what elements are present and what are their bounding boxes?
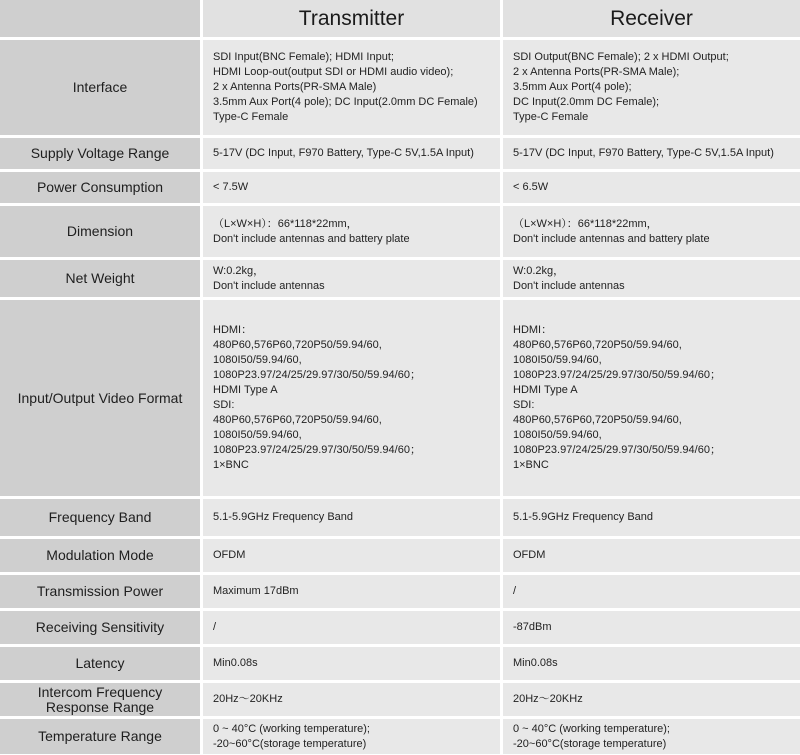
header-corner bbox=[0, 0, 203, 40]
receiver-dimension: （L×W×H）：66*118*22mm， Don't include antennas and battery plate bbox=[503, 206, 800, 260]
header-transmitter: Transmitter bbox=[203, 0, 503, 40]
row-label-intercom-frequency: Intercom Frequency Response Range bbox=[0, 683, 203, 719]
transmitter-receiving-sensitivity: / bbox=[203, 611, 503, 647]
row-label-latency: Latency bbox=[0, 647, 203, 683]
transmitter-video-format: HDMI： 480P60,576P60,720P50/59.94/60, 1080I50/59.94/60, 1080P23.97/24/25/29.97/30/50/59.94/60； HDMI Type A SDI: 480P60,576P60,720P50/59.94/60, 1080I50/59.94/60, 1080P23.97/24/25/29.97/30/50/59.94/60； 1×BNC bbox=[203, 300, 503, 499]
row-label-video-format: Input/Output Video Format bbox=[0, 300, 203, 499]
row-label-dimension: Dimension bbox=[0, 206, 203, 260]
transmitter-latency: Min0.08s bbox=[203, 647, 503, 683]
row-label-frequency-band: Frequency Band bbox=[0, 499, 203, 539]
receiver-temperature-range: 0 ~ 40°C (working temperature); -20~60°C(storage temperature) bbox=[503, 719, 800, 754]
receiver-transmission-power: / bbox=[503, 575, 800, 611]
transmitter-temperature-range: 0 ~ 40°C (working temperature); -20~60°C(storage temperature) bbox=[203, 719, 503, 754]
receiver-interface: SDI Output(BNC Female); 2 x HDMI Output; 2 x Antenna Ports(PR-SMA Male); 3.5mm Aux Port(4 pole); DC Input(2.0mm DC Female); Type-C Female bbox=[503, 40, 800, 138]
transmitter-supply-voltage: 5-17V (DC Input, F970 Battery, Type-C 5V,1.5A Input) bbox=[203, 138, 503, 172]
receiver-net-weight: W:0.2kg， Don't include antennas bbox=[503, 260, 800, 300]
transmitter-dimension: （L×W×H）：66*118*22mm， Don't include antennas and battery plate bbox=[203, 206, 503, 260]
receiver-modulation-mode: OFDM bbox=[503, 539, 800, 575]
transmitter-interface: SDI Input(BNC Female); HDMI Input; HDMI Loop-out(output SDI or HDMI audio video); 2 x Antenna Ports(PR-SMA Male) 3.5mm Aux Port(4 pole); DC Input(2.0mm DC Female) Type-C Female bbox=[203, 40, 503, 138]
row-label-temperature-range: Temperature Range bbox=[0, 719, 203, 754]
row-label-modulation-mode: Modulation Mode bbox=[0, 539, 203, 575]
receiver-latency: Min0.08s bbox=[503, 647, 800, 683]
transmitter-transmission-power: Maximum 17dBm bbox=[203, 575, 503, 611]
row-label-transmission-power: Transmission Power bbox=[0, 575, 203, 611]
transmitter-modulation-mode: OFDM bbox=[203, 539, 503, 575]
receiver-power-consumption: < 6.5W bbox=[503, 172, 800, 206]
receiver-intercom-frequency: 20Hz～20KHz bbox=[503, 683, 800, 719]
receiver-video-format: HDMI： 480P60,576P60,720P50/59.94/60, 1080I50/59.94/60, 1080P23.97/24/25/29.97/30/50/59.94/60； HDMI Type A SDI: 480P60,576P60,720P50/59.94/60, 1080I50/59.94/60, 1080P23.97/24/25/29.97/30/50/59.94/60； 1×BNC bbox=[503, 300, 800, 499]
transmitter-power-consumption: < 7.5W bbox=[203, 172, 503, 206]
row-label-interface: Interface bbox=[0, 40, 203, 138]
transmitter-intercom-frequency: 20Hz～20KHz bbox=[203, 683, 503, 719]
transmitter-net-weight: W:0.2kg， Don't include antennas bbox=[203, 260, 503, 300]
transmitter-frequency-band: 5.1-5.9GHz Frequency Band bbox=[203, 499, 503, 539]
receiver-receiving-sensitivity: -87dBm bbox=[503, 611, 800, 647]
header-receiver: Receiver bbox=[503, 0, 800, 40]
row-label-net-weight: Net Weight bbox=[0, 260, 203, 300]
row-label-receiving-sensitivity: Receiving Sensitivity bbox=[0, 611, 203, 647]
receiver-supply-voltage: 5-17V (DC Input, F970 Battery, Type-C 5V,1.5A Input) bbox=[503, 138, 800, 172]
receiver-frequency-band: 5.1-5.9GHz Frequency Band bbox=[503, 499, 800, 539]
row-label-power-consumption: Power Consumption bbox=[0, 172, 203, 206]
row-label-supply-voltage: Supply Voltage Range bbox=[0, 138, 203, 172]
